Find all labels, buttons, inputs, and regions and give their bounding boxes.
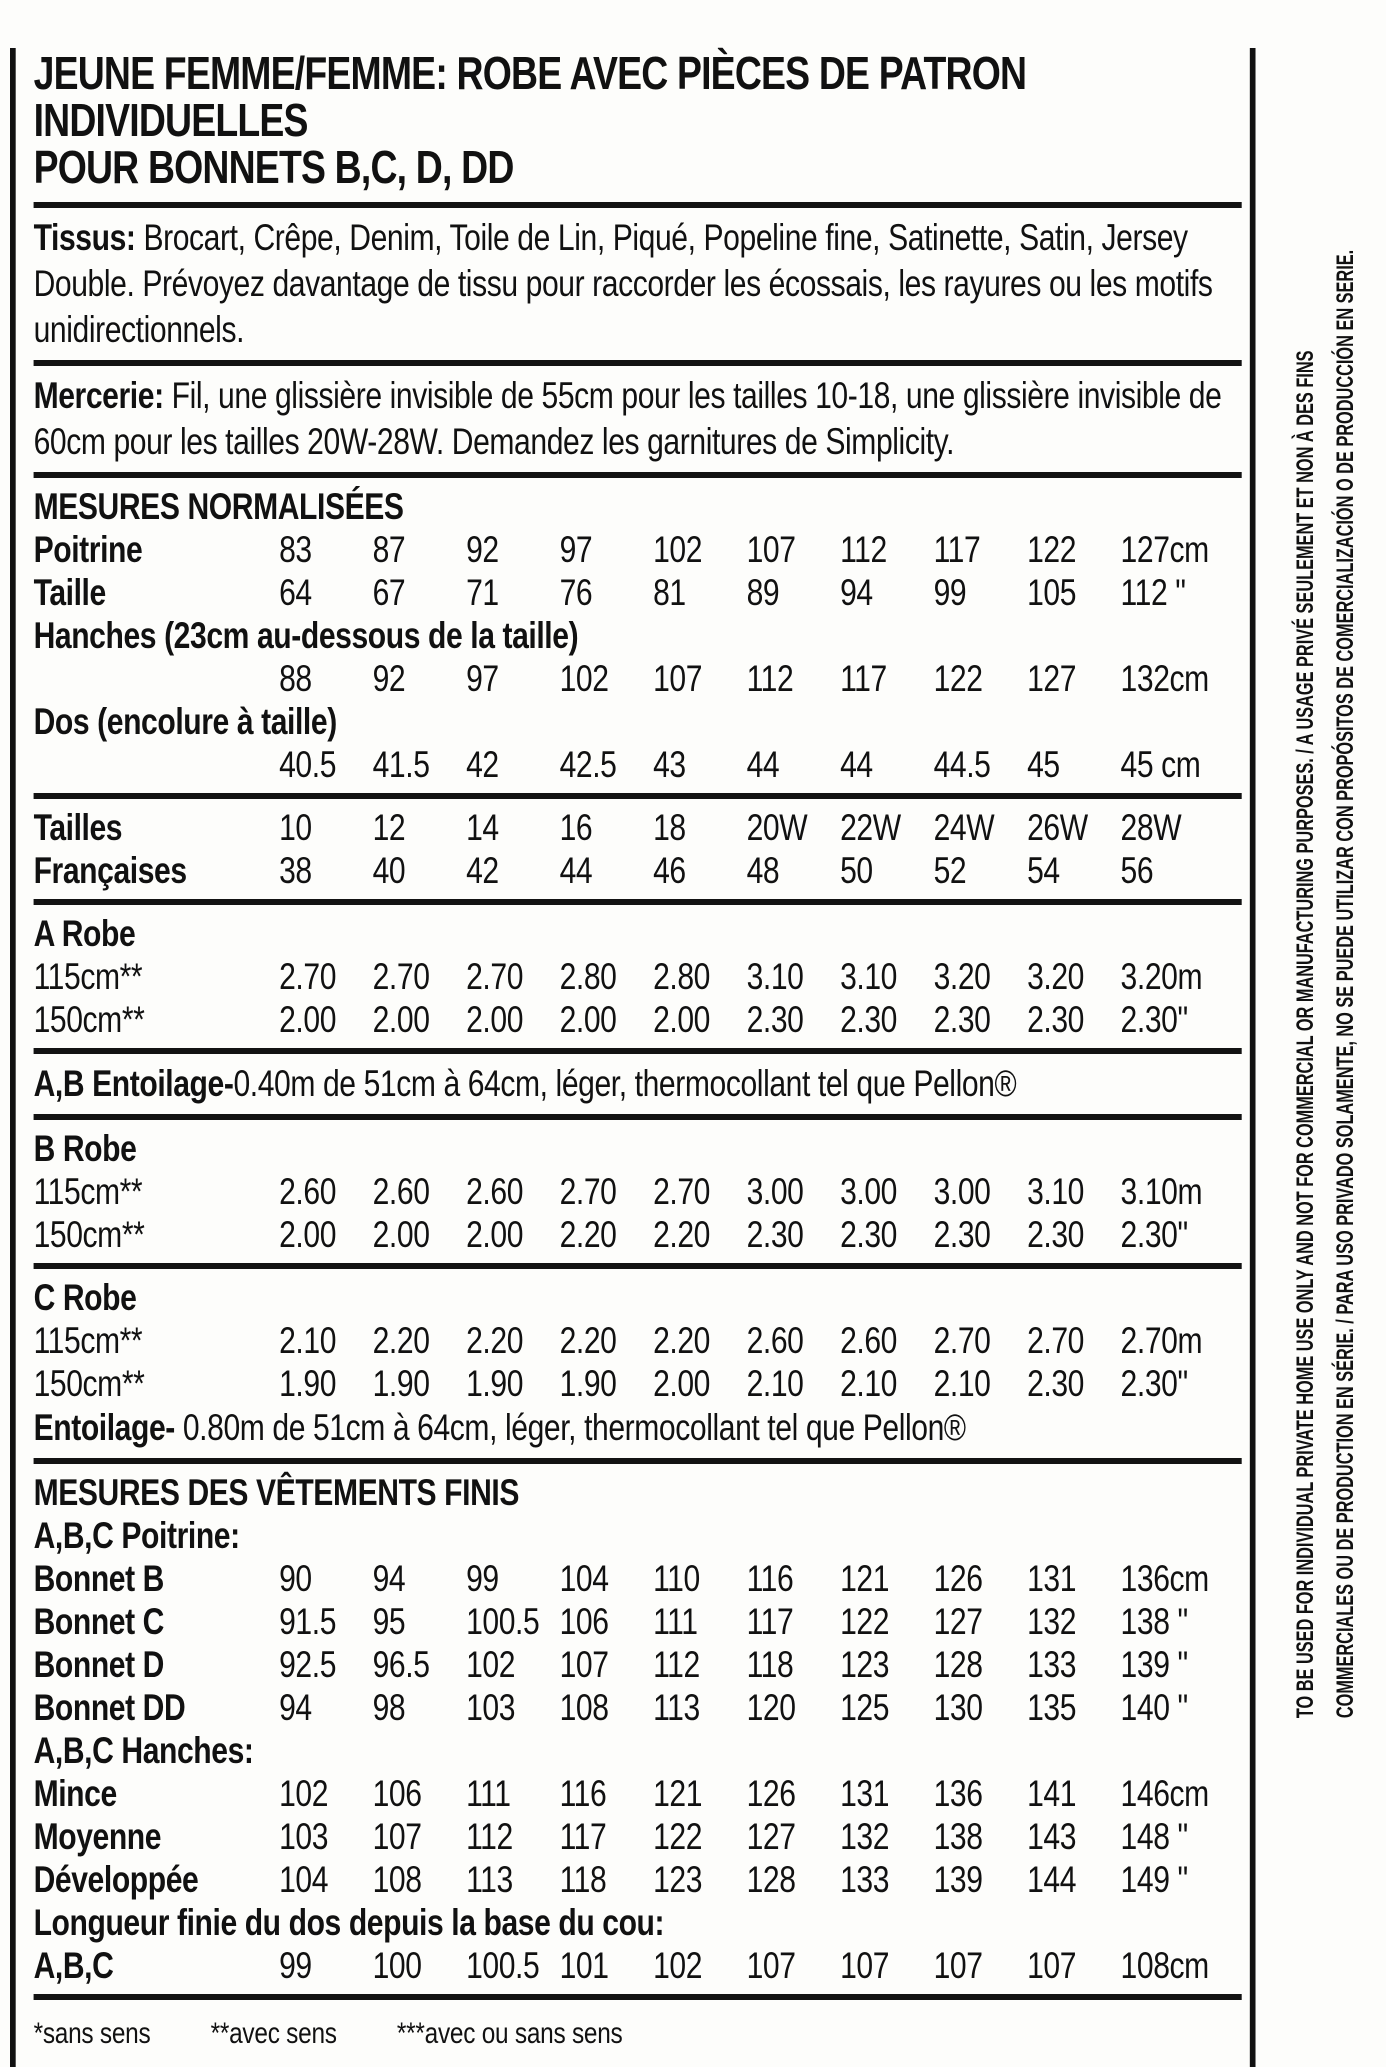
footnote-with-nap: **avec sens: [210, 2017, 337, 2050]
table-cell: 118: [746, 1644, 794, 1685]
table-cell: 52: [933, 850, 967, 891]
section-divider: [34, 1114, 1242, 1120]
table-cell: 2.30: [840, 1214, 897, 1255]
table-cell: 136: [933, 1773, 983, 1814]
table-cell: 48: [746, 850, 780, 891]
table-cell: 83: [279, 529, 312, 570]
table-row: [34, 1686, 1242, 1729]
section-divider: [34, 1458, 1242, 1464]
fabrics-paragraph: [34, 215, 1242, 353]
table-cell: 100.5: [466, 1945, 540, 1986]
table-row: [34, 528, 1242, 571]
table-cell: 42: [466, 744, 499, 785]
table-cell: 3.10: [746, 956, 804, 997]
table-cell: 116: [746, 1558, 794, 1599]
row-label: Bonnet DD: [33, 1687, 186, 1728]
table-cell: 2.30": [1120, 1363, 1188, 1404]
section-divider: [34, 793, 1242, 799]
table-cell: 2.00: [653, 999, 711, 1040]
table-cell: 2.80: [559, 956, 617, 997]
table-cell: 28W: [1120, 807, 1182, 848]
table-cell: 112 ": [1120, 572, 1186, 613]
section-divider: [34, 202, 1242, 208]
table-cell: 45 cm: [1120, 744, 1201, 785]
table-cell: 42.5: [559, 744, 617, 785]
row-label: Développée: [33, 1859, 199, 1900]
table-cell: 148 ": [1120, 1816, 1188, 1857]
table-cell: 2.20: [653, 1320, 711, 1361]
row-label: Taille: [33, 572, 106, 613]
view-c-yardage-table: [34, 1276, 1242, 1451]
notions-paragraph: [34, 373, 1242, 465]
table-cell: 2.20: [372, 1320, 430, 1361]
table-cell: 94: [279, 1687, 312, 1728]
table-section-heading: A,B,C Poitrine:: [33, 1515, 240, 1556]
table-cell: 3.10: [840, 956, 897, 997]
table-cell: 92: [466, 529, 499, 570]
table-cell: 133: [1027, 1644, 1077, 1685]
table-cell: 2.70: [466, 956, 524, 997]
row-label: 150cm**: [33, 1214, 145, 1255]
table-cell: 1.90: [559, 1363, 617, 1404]
table-cell: 130: [933, 1687, 983, 1728]
row-label: Mince: [33, 1773, 117, 1814]
row-label: A,B,C: [33, 1945, 114, 1986]
table-cell: 1.90: [372, 1363, 430, 1404]
table-cell: 133: [840, 1859, 890, 1900]
table-cell: 44.5: [933, 744, 991, 785]
table-cell: 76: [559, 572, 593, 613]
row-label: [34, 743, 280, 786]
table-cell: 99: [279, 1945, 312, 1986]
table-cell: 108cm: [1120, 1945, 1209, 1986]
table-cell: 99: [933, 572, 967, 613]
table-cell: 107: [1027, 1945, 1077, 1986]
notions-label: Mercerie:: [33, 375, 164, 416]
table-cell: 107: [933, 1945, 983, 1986]
table-cell: 128: [746, 1859, 796, 1900]
table-row: [34, 1319, 1242, 1362]
table-cell: 112: [840, 529, 887, 570]
table-row: [34, 1944, 1242, 1987]
table-cell: 141: [1027, 1773, 1077, 1814]
table-cell: 112: [746, 658, 794, 699]
page-title-line-1: JEUNE FEMME/FEMME: ROBE AVEC PIÈCES DE PATRON INDIVIDUELLES: [33, 47, 1027, 146]
table-cell: 20W: [746, 807, 808, 848]
table-cell: 94: [840, 572, 873, 613]
table-cell: 149 ": [1120, 1859, 1188, 1900]
table-cell: 91.5: [279, 1601, 337, 1642]
pattern-sheet: [10, 48, 1256, 2067]
row-label: Bonnet B: [33, 1558, 165, 1599]
table-cell: 117: [840, 658, 887, 699]
table-cell: 2.30": [1120, 999, 1188, 1040]
table-cell: 2.00: [372, 1214, 430, 1255]
table-cell: 131: [1027, 1558, 1077, 1599]
table-cell: 120: [746, 1687, 796, 1728]
notions-text: Fil, une glissière invisible de 55cm pour les tailles 10-18, une glissière invisible de 60cm pour les tailles 20W-28W. Demandez les garnitures de Simplicity.: [33, 375, 1222, 462]
footnote-no-nap: *sans sens: [33, 2017, 151, 2050]
table-cell: 14: [466, 807, 499, 848]
table-cell: 96.5: [372, 1644, 430, 1685]
table-cell: 98: [372, 1687, 406, 1728]
table-cell: 2.00: [559, 999, 617, 1040]
table-cell: 2.70: [1027, 1320, 1084, 1361]
table-cell: 2.10: [746, 1363, 804, 1404]
table-cell: 16: [559, 807, 593, 848]
table-cell: 87: [372, 529, 406, 570]
table-cell: 2.20: [559, 1320, 617, 1361]
table-cell: 108: [372, 1859, 422, 1900]
table-cell: 2.60: [466, 1171, 524, 1212]
section-divider: [34, 472, 1242, 478]
table-cell: 44: [840, 744, 873, 785]
table-cell: 95: [372, 1601, 406, 1642]
table-cell: 2.80: [653, 956, 711, 997]
table-cell: 107: [746, 1945, 796, 1986]
row-label: Bonnet C: [33, 1601, 165, 1642]
row-label: Françaises: [33, 850, 187, 891]
table-cell: 44: [559, 850, 593, 891]
table-cell: 138: [933, 1816, 983, 1857]
table-cell: 2.60: [372, 1171, 430, 1212]
table-cell: 2.30: [933, 1214, 991, 1255]
side-legal-line-1: TO BE USED FOR INDIVIDUAL PRIVATE HOME USE ONLY AND NOT FOR COMMERCIAL OR MANUFACTURING PURPOSES. / A USAGE PRIVÉ SEULEMENT ET NON À DES FINS: [1292, 350, 1319, 1719]
table-cell: 138 ": [1120, 1601, 1188, 1642]
table-cell: 122: [1027, 529, 1077, 570]
table-cell: 2.30: [1027, 1214, 1084, 1255]
table-cell: 54: [1027, 850, 1060, 891]
table-row: [34, 1557, 1242, 1600]
table-cell: 2.00: [466, 1214, 524, 1255]
table-cell: 3.20: [933, 956, 991, 997]
fabrics-label: Tissus:: [33, 217, 136, 258]
finished-measurements-table: [34, 1471, 1242, 1987]
page-title: [34, 48, 1242, 195]
table-cell: 122: [933, 658, 983, 699]
table-cell: 3.20m: [1120, 956, 1203, 997]
table-cell: 121: [653, 1773, 703, 1814]
table-cell: 97: [559, 529, 593, 570]
table-cell: 3.00: [933, 1171, 991, 1212]
row-label: 150cm**: [33, 999, 145, 1040]
table-cell: 2.20: [653, 1214, 711, 1255]
table-cell: 92.5: [279, 1644, 337, 1685]
table-section-heading: Hanches (23cm au-dessous de la taille): [33, 615, 579, 656]
sizes-table: [34, 806, 1242, 892]
table-cell: 81: [653, 572, 686, 613]
table-cell: 132: [1027, 1601, 1077, 1642]
table-cell: 108: [559, 1687, 609, 1728]
table-cell: 2.30: [746, 1214, 804, 1255]
table-cell: 50: [840, 850, 873, 891]
table-row: [34, 1170, 1242, 1213]
section-divider: [34, 360, 1242, 366]
table-cell: 122: [840, 1601, 890, 1642]
row-label: 150cm**: [33, 1363, 145, 1404]
table-cell: 128: [933, 1644, 983, 1685]
view-b-yardage-table: [34, 1127, 1242, 1256]
row-label: Tailles: [33, 807, 123, 848]
table-cell: 140 ": [1120, 1687, 1188, 1728]
table-cell: 107: [653, 658, 703, 699]
table-cell: 107: [746, 529, 796, 570]
table-cell: 2.70: [933, 1320, 991, 1361]
table-cell: 118: [559, 1859, 607, 1900]
table-cell: 2.30: [1027, 999, 1084, 1040]
footnotes: [34, 2007, 1242, 2053]
table-cell: 113: [466, 1859, 513, 1900]
table-section-heading: A Robe: [33, 913, 136, 954]
table-cell: 100.5: [466, 1601, 540, 1642]
side-legal-text: [1286, 12, 1366, 1948]
table-cell: 126: [933, 1558, 983, 1599]
table-cell: 132: [840, 1816, 890, 1857]
table-row: [34, 955, 1242, 998]
table-cell: 113: [653, 1687, 700, 1728]
table-row: [34, 657, 1242, 700]
table-cell: 117: [746, 1601, 794, 1642]
table-row: [34, 1213, 1242, 1256]
row-label: 115cm**: [33, 956, 143, 997]
table-cell: 106: [559, 1601, 609, 1642]
table-cell: 90: [279, 1558, 312, 1599]
table-cell: 139: [933, 1859, 983, 1900]
row-label: 115cm**: [33, 1320, 143, 1361]
table-cell: 107: [372, 1816, 422, 1857]
fabrics-text: Brocart, Crêpe, Denim, Toile de Lin, Piqué, Popeline fine, Satinette, Satin, Jersey Double. Prévoyez davantage de tissu pour raccorder les écossais, les rayures ou les motifs unidirectionnels.: [33, 217, 1213, 350]
table-cell: 40.5: [279, 744, 337, 785]
table-section-heading: C Robe: [33, 1277, 137, 1318]
table-cell: 111: [653, 1601, 698, 1642]
table-cell: 2.30: [840, 999, 897, 1040]
table-cell: 2.30: [1027, 1363, 1084, 1404]
table-cell: 122: [653, 1816, 703, 1857]
table-row: [34, 998, 1242, 1041]
table-cell: 1.90: [279, 1363, 337, 1404]
table-cell: 112: [653, 1644, 700, 1685]
table-cell: 2.10: [279, 1320, 337, 1361]
table-cell: 3.00: [840, 1171, 897, 1212]
table-cell: 10: [279, 807, 312, 848]
interfacing-note-label: Entoilage-: [33, 1407, 175, 1448]
table-cell: 2.70: [653, 1171, 711, 1212]
table-row: [34, 1643, 1242, 1686]
interfacing-note-text: 0.80m de 51cm à 64cm, léger, thermocollant tel que Pellon®: [174, 1407, 966, 1448]
table-cell: 22W: [840, 807, 901, 848]
table-cell: 125: [840, 1687, 890, 1728]
standard-measurements-table: [34, 485, 1242, 786]
table-cell: 103: [466, 1687, 516, 1728]
table-cell: 102: [559, 658, 609, 699]
table-cell: 144: [1027, 1859, 1077, 1900]
table-cell: 18: [653, 807, 686, 848]
table-cell: 3.20: [1027, 956, 1084, 997]
table-cell: 112: [466, 1816, 513, 1857]
table-cell: 46: [653, 850, 686, 891]
table-cell: 42: [466, 850, 499, 891]
row-label: 115cm**: [33, 1171, 143, 1212]
table-cell: 102: [466, 1644, 516, 1685]
table-cell: 1.90: [466, 1363, 524, 1404]
table-cell: 111: [466, 1773, 511, 1814]
table-cell: 107: [559, 1644, 609, 1685]
table-cell: 2.00: [372, 999, 430, 1040]
table-cell: 127: [1027, 658, 1077, 699]
table-section-heading: A,B,C Hanches:: [33, 1730, 254, 1771]
table-cell: 99: [466, 1558, 499, 1599]
table-cell: 2.30: [746, 999, 804, 1040]
row-label: Moyenne: [33, 1816, 162, 1857]
table-row: [34, 1600, 1242, 1643]
table-cell: 2.70: [559, 1171, 617, 1212]
table-cell: 64: [279, 572, 312, 613]
table-cell: 12: [372, 807, 406, 848]
table-cell: 94: [372, 1558, 406, 1599]
table-row: [34, 1362, 1242, 1405]
table-row: [34, 1858, 1242, 1901]
table-cell: 26W: [1027, 807, 1088, 848]
table-cell: 127cm: [1120, 529, 1209, 570]
table-cell: 2.60: [746, 1320, 804, 1361]
table-cell: 2.60: [840, 1320, 897, 1361]
table-cell: 97: [466, 658, 499, 699]
table-cell: 2.10: [840, 1363, 897, 1404]
table-cell: 2.20: [466, 1320, 524, 1361]
table-cell: 136cm: [1120, 1558, 1209, 1599]
table-cell: 139 ": [1120, 1644, 1188, 1685]
table-cell: 2.30": [1120, 1214, 1188, 1255]
section-divider: [34, 1994, 1242, 2000]
table-cell: 102: [653, 529, 703, 570]
table-row: [34, 1815, 1242, 1858]
table-cell: 89: [746, 572, 780, 613]
section-divider: [34, 1263, 1242, 1269]
table-cell: 2.20: [559, 1214, 617, 1255]
section-divider: [34, 899, 1242, 905]
table-cell: 110: [653, 1558, 700, 1599]
table-cell: 107: [840, 1945, 890, 1986]
table-cell: 104: [559, 1558, 609, 1599]
table-section-heading: MESURES DES VÊTEMENTS FINIS: [33, 1472, 520, 1513]
interfacing-ab-label: A,B Entoilage-: [33, 1063, 234, 1104]
table-section-heading: MESURES NORMALISÉES: [33, 486, 404, 527]
table-cell: 101: [559, 1945, 609, 1986]
table-cell: 2.10: [933, 1363, 991, 1404]
side-legal-line-2: COMMERCIALES OU DE PRODUCTION EN SÉRIE. / PARA USO PRIVADO SOLAMENTE, NO SE PUEDE UTILIZAR CON PROPÓSITOS DE COMERCIALIZACIÓN O DE PRODUCCIÓN EN SERIE.: [1332, 249, 1359, 1719]
table-cell: 103: [279, 1816, 329, 1857]
row-label: Bonnet D: [33, 1644, 165, 1685]
table-row: [34, 806, 1242, 849]
table-cell: 146cm: [1120, 1773, 1209, 1814]
table-cell: 2.70: [279, 956, 337, 997]
table-cell: 2.60: [279, 1171, 337, 1212]
table-cell: 43: [653, 744, 686, 785]
table-cell: 2.00: [279, 999, 337, 1040]
table-cell: 56: [1120, 850, 1154, 891]
interfacing-ab-text: 0.40m de 51cm à 64cm, léger, thermocollant tel que Pellon®: [233, 1063, 1017, 1104]
table-cell: 24W: [933, 807, 995, 848]
table-cell: 105: [1027, 572, 1077, 613]
page-title-line-2: POUR BONNETS B,C, D, DD: [33, 141, 514, 193]
table-cell: 38: [279, 850, 312, 891]
table-cell: 3.00: [746, 1171, 804, 1212]
table-cell: 132cm: [1120, 658, 1209, 699]
table-cell: 102: [653, 1945, 703, 1986]
table-cell: 100: [372, 1945, 422, 1986]
table-cell: 104: [279, 1859, 329, 1900]
view-a-yardage-table: [34, 912, 1242, 1041]
interfacing-ab-note: [34, 1061, 1242, 1107]
table-cell: 123: [840, 1644, 890, 1685]
table-cell: 2.30: [933, 999, 991, 1040]
table-cell: 102: [279, 1773, 329, 1814]
table-cell: 143: [1027, 1816, 1077, 1857]
table-cell: 127: [933, 1601, 983, 1642]
table-cell: 44: [746, 744, 780, 785]
table-row: [34, 1772, 1242, 1815]
interfacing-note: [34, 1405, 1242, 1451]
table-row: [34, 743, 1242, 786]
table-cell: 2.00: [279, 1214, 337, 1255]
table-cell: 2.00: [466, 999, 524, 1040]
section-divider: [34, 1048, 1242, 1054]
table-cell: 41.5: [372, 744, 430, 785]
table-row: [34, 849, 1242, 892]
table-cell: 3.10: [1027, 1171, 1084, 1212]
table-cell: 2.70m: [1120, 1320, 1203, 1361]
row-label: [34, 657, 280, 700]
table-cell: 117: [933, 529, 981, 570]
table-row: [34, 571, 1242, 614]
footnote-either: ***avec ou sans sens: [396, 2017, 623, 2050]
table-cell: 116: [559, 1773, 607, 1814]
row-label: Poitrine: [33, 529, 143, 570]
table-section-heading: Longueur finie du dos depuis la base du cou:: [33, 1902, 665, 1943]
table-cell: 127: [746, 1816, 796, 1857]
table-cell: 106: [372, 1773, 422, 1814]
table-cell: 45: [1027, 744, 1060, 785]
table-cell: 92: [372, 658, 406, 699]
table-cell: 126: [746, 1773, 796, 1814]
table-cell: 117: [559, 1816, 607, 1857]
table-cell: 123: [653, 1859, 703, 1900]
table-cell: 3.10m: [1120, 1171, 1203, 1212]
table-cell: 131: [840, 1773, 890, 1814]
table-cell: 67: [372, 572, 406, 613]
table-cell: 40: [372, 850, 406, 891]
table-cell: 88: [279, 658, 312, 699]
table-section-heading: B Robe: [33, 1128, 137, 1169]
table-cell: 2.00: [653, 1363, 711, 1404]
table-section-heading: Dos (encolure à taille): [33, 701, 337, 742]
table-cell: 2.70: [372, 956, 430, 997]
table-cell: 121: [840, 1558, 890, 1599]
table-cell: 71: [466, 572, 499, 613]
table-cell: 135: [1027, 1687, 1077, 1728]
